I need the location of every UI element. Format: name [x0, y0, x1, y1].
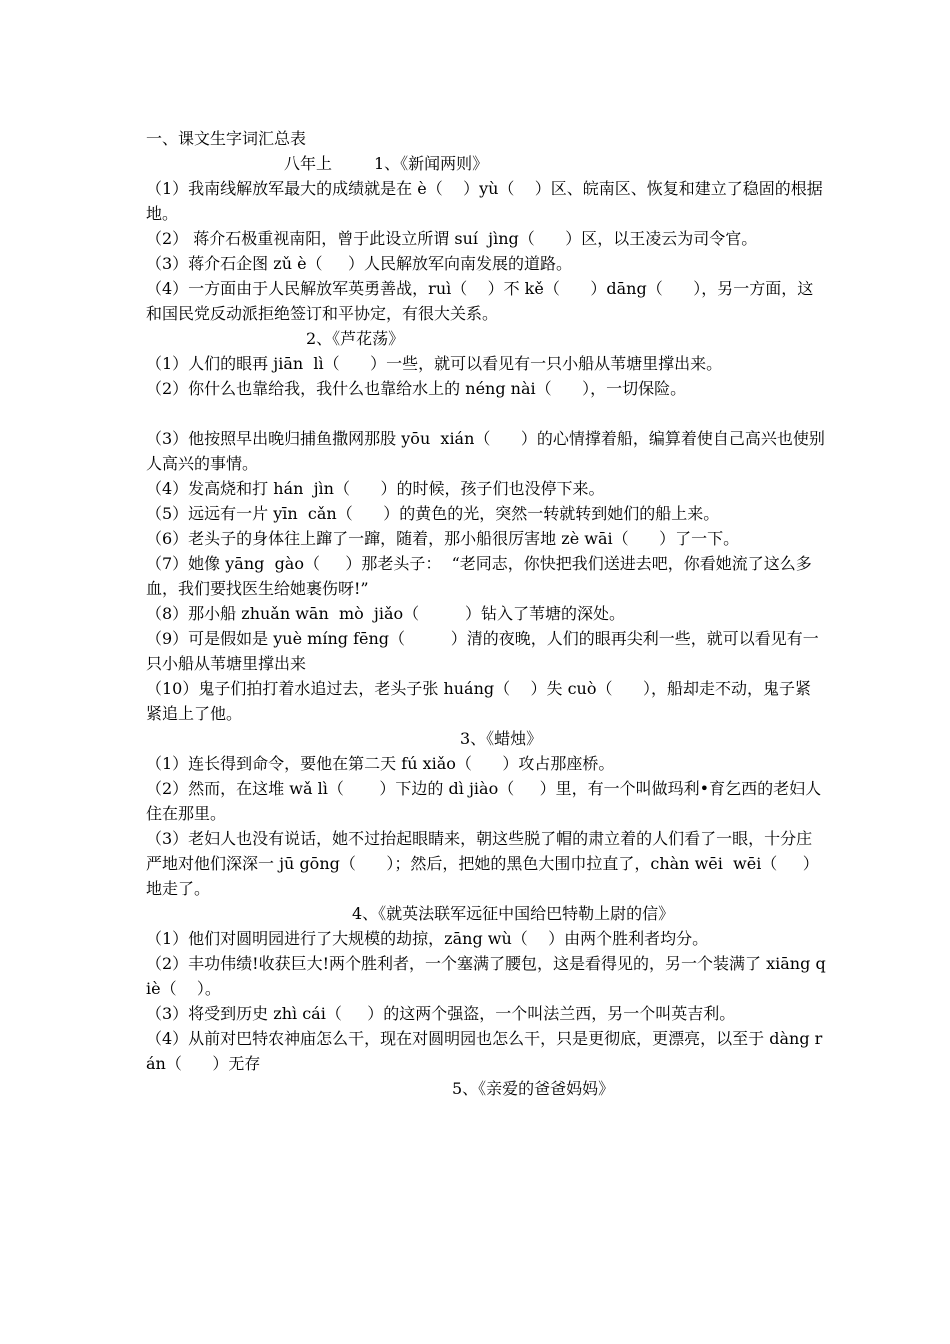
lesson-title-text: 3、《蜡烛》 — [460, 729, 543, 748]
lesson-title-text: 5、《亲爱的爸爸妈妈》 — [452, 1079, 615, 1098]
exercise-item: （1）我南线解放军最大的成绩就是在 è（ ）yù（ ）区、皖南区、恢复和建立了稳固的根据地。 — [146, 179, 823, 223]
exercise-item: （3）蒋介石企图 zǔ è（ ）人民解放军向南发展的道路。 — [146, 254, 572, 273]
lesson-title-text: 1、《新闻两则》 — [374, 154, 489, 173]
blank-line — [146, 401, 826, 426]
exercise-item: （5）远远有一片 yīn cǎn（ ）的黄色的光，突然一转就转到她们的船上来。 — [146, 504, 720, 523]
exercise-item: （8）那小船 zhuǎn wān mò jiǎo（ ）钻入了苇塘的深处。 — [146, 604, 625, 623]
exercise-item: （10）鬼子们拍打着水追过去，老头子张 huáng（ ）失 cuò（ ），船却走不动，鬼子紧紧追上了他。 — [146, 679, 811, 723]
grade-label: 八年上 — [284, 154, 333, 173]
lesson-title-text: 4、《就英法联军远征中国给巴特勒上尉的信》 — [352, 904, 675, 923]
page-title: 一、课文生字词汇总表 — [146, 129, 307, 148]
exercise-item: （1）连长得到命令，要他在第二天 fú xiǎo（ ）攻占那座桥。 — [146, 754, 615, 773]
exercise-item: （7）她像 yāng gào（ ）那老头子： “老同志，你快把我们送进去吧，你看她流了这么多血，我们要找医生给她裹伤呀!” — [146, 554, 812, 598]
exercise-item: （2） 蒋介石极重视南阳，曾于此设立所谓 suí jìng（ ）区，以王凌云为司令官。 — [146, 229, 758, 248]
lesson-title — [146, 901, 826, 926]
exercise-item: （9）可是假如是 yuè míng fēng（ ）清的夜晚，人们的眼再尖利一些，就可以看见有一只小船从苇塘里撑出来 — [146, 629, 819, 673]
exercise-item: （3）将受到历史 zhì cái（ ）的这两个强盗，一个叫法兰西，另一个叫英吉利。 — [146, 1004, 736, 1023]
exercise-item: （2）丰功伟绩!收获巨大!两个胜利者，一个塞满了腰包，这是看得见的，另一个装满了 xiāng qiè（ ）。 — [146, 954, 826, 998]
lesson-title — [146, 326, 826, 351]
exercise-item: （6）老头子的身体往上蹿了一蹿，随着，那小船很厉害地 zè wāi（ ）了一下。 — [146, 529, 740, 548]
exercise-item: （1）他们对圆明园进行了大规模的劫掠，zāng wù（ ）由两个胜利者均分。 — [146, 929, 709, 948]
lesson-title — [146, 151, 826, 176]
exercise-item: （2）你什么也靠给我，我什么也靠给水上的 néng nài（ ），一切保险。 — [146, 379, 687, 398]
exercise-item: （3）他按照早出晚归捕鱼撒网那股 yōu xián（ ）的心情撑着船，编算着使自己高兴也使别人高兴的事情。 — [146, 429, 825, 473]
lesson-title-text: 2、《芦花荡》 — [306, 329, 405, 348]
exercise-item: （4）一方面由于人民解放军英勇善战，ruì（ ）不 kě（ ）dāng（ ），另一方面，这和国民党反动派拒绝签订和平协定，有很大关系。 — [146, 279, 814, 323]
worksheet — [146, 126, 826, 1101]
lesson-list — [146, 151, 826, 1101]
exercise-item: （3）老妇人也没有说话，她不过抬起眼睛来，朝这些脱了帽的肃立着的人们看了一眼，十分庄严地对他们深深一 jū gōng（ ）；然后，把她的黑色大围巾拉直了，chàn wēi wēi（ ）地走了。 — [146, 829, 819, 898]
lesson-title — [146, 1076, 826, 1101]
exercise-item: （4）发高烧和打 hán jìn（ ）的时候，孩子们也没停下来。 — [146, 479, 605, 498]
lesson-title — [146, 726, 826, 751]
exercise-item: （4）从前对巴特农神庙怎么干，现在对圆明园也怎么干，只是更彻底，更漂亮，以至于 dàng rán（ ）无存 — [146, 1029, 823, 1073]
exercise-item: （1）人们的眼再 jiān lì（ ）一些，就可以看见有一只小船从苇塘里撑出来。 — [146, 354, 723, 373]
exercise-item: （2）然而，在这堆 wǎ lì（ ）下边的 dì jiào（ ）里，有一个叫做玛利•育乞西的老妇人住在那里。 — [146, 779, 822, 823]
